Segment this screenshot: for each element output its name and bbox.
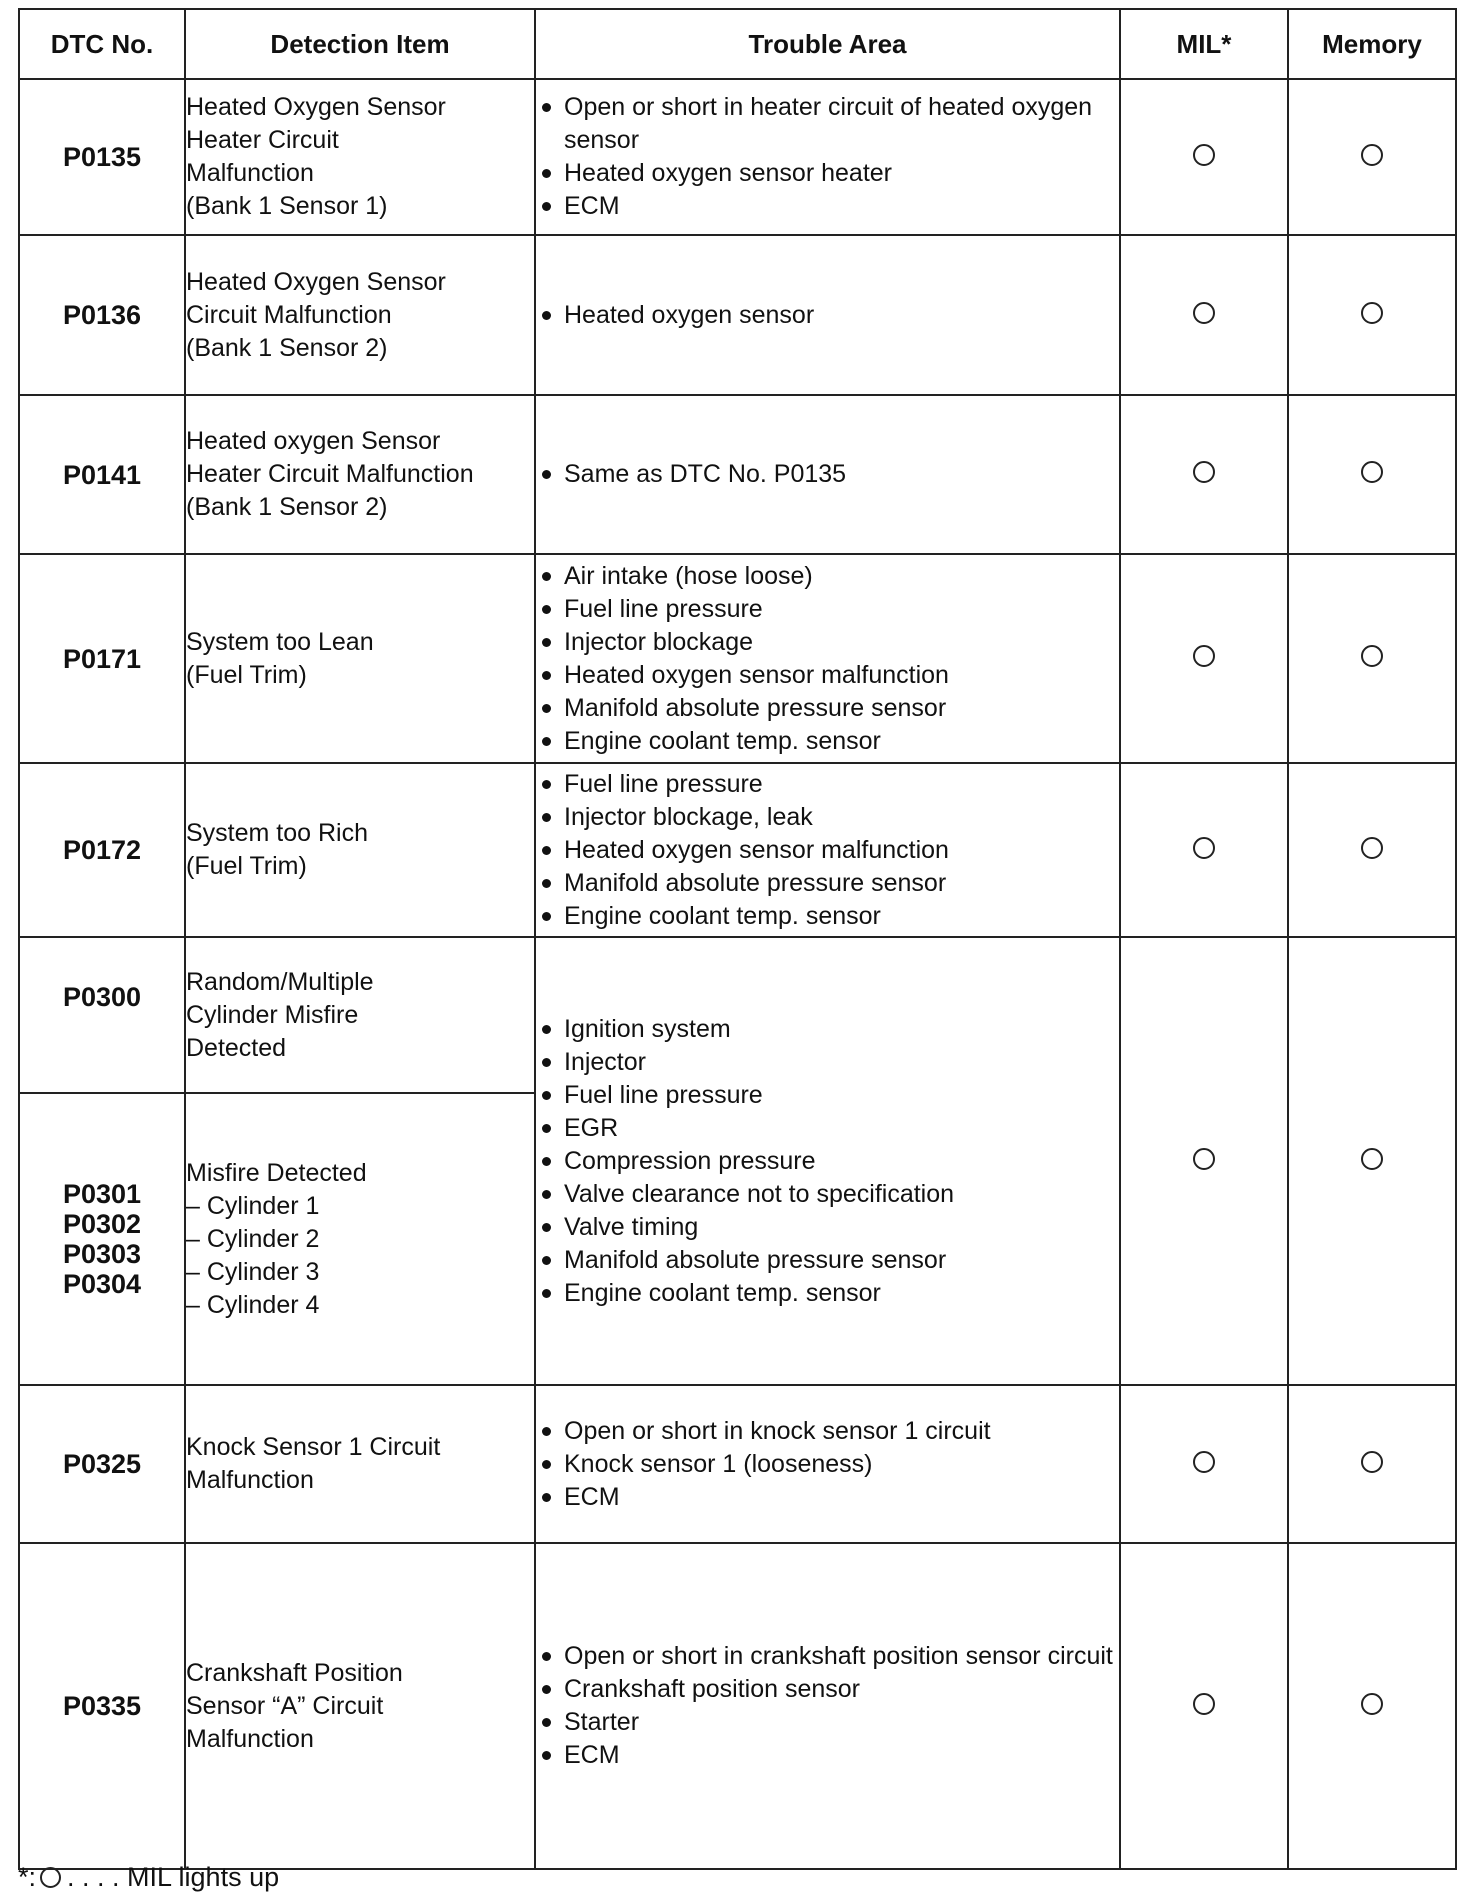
trouble-item: Engine coolant temp. sensor xyxy=(536,725,1119,758)
dtc-code: P0325 xyxy=(19,1385,185,1543)
mil-cell xyxy=(1120,1385,1288,1543)
memory-circle-icon xyxy=(1361,461,1383,483)
trouble-item: ECM xyxy=(536,190,1119,223)
trouble-item: Heated oxygen sensor malfunction xyxy=(536,834,1119,867)
circle-legend-icon xyxy=(40,1867,61,1888)
detection-item xyxy=(185,395,535,554)
detection-line: Malfunction xyxy=(186,1724,314,1753)
memory-circle-icon xyxy=(1361,1693,1383,1715)
detection-line: Heater Circuit Malfunction xyxy=(186,460,474,488)
dtc-code: P0135 xyxy=(19,79,185,235)
trouble-item: Engine coolant temp. sensor xyxy=(536,900,1119,933)
detection-line: Heated oxygen Sensor xyxy=(186,427,441,455)
table-row xyxy=(19,554,1456,763)
detection-line: – Cylinder 3 xyxy=(186,1257,320,1286)
dtc-code: P0301 xyxy=(62,1179,142,1209)
dtc-code: P0136 xyxy=(19,235,185,395)
trouble-area xyxy=(535,763,1120,937)
footnote-text: . . . . MIL lights up xyxy=(67,1862,280,1892)
mil-cell xyxy=(1120,554,1288,763)
trouble-item: Ignition system xyxy=(536,1013,1119,1046)
detection-line: – Cylinder 4 xyxy=(186,1290,320,1319)
memory-cell xyxy=(1288,1543,1456,1869)
header-mil: MIL* xyxy=(1120,9,1288,79)
trouble-item: Heated oxygen sensor malfunction xyxy=(536,659,1119,692)
mil-circle-icon xyxy=(1193,302,1215,324)
memory-cell xyxy=(1288,79,1456,235)
dtc-code: P0172 xyxy=(19,763,185,937)
memory-circle-icon xyxy=(1361,1148,1383,1170)
detection-line: (Bank 1 Sensor 1) xyxy=(186,192,388,220)
trouble-area xyxy=(535,1543,1120,1869)
dtc-code: P0304 xyxy=(62,1269,142,1299)
memory-cell xyxy=(1288,395,1456,554)
trouble-item: Manifold absolute pressure sensor xyxy=(536,867,1119,900)
detection-item xyxy=(185,763,535,937)
table-row xyxy=(19,79,1456,235)
mil-circle-icon xyxy=(1193,461,1215,483)
memory-circle-icon xyxy=(1361,645,1383,667)
mil-cell xyxy=(1120,1543,1288,1869)
mil-cell xyxy=(1120,763,1288,937)
detection-line: Cylinder Misfire xyxy=(186,1000,359,1029)
dtc-code: P0171 xyxy=(19,554,185,763)
trouble-item: Fuel line pressure xyxy=(536,1079,1119,1112)
trouble-item: Fuel line pressure xyxy=(536,768,1119,801)
detection-line: Crankshaft Position xyxy=(186,1658,403,1687)
detection-line: Circuit Malfunction xyxy=(186,300,392,329)
header-memory: Memory xyxy=(1288,9,1456,79)
footnote-prefix: *: xyxy=(18,1862,37,1892)
mil-circle-icon xyxy=(1193,645,1215,667)
trouble-item: Crankshaft position sensor xyxy=(536,1673,1119,1706)
trouble-item: Open or short in heater circuit of heated oxygen sensor xyxy=(536,91,1119,157)
dtc-table xyxy=(18,8,1457,1870)
trouble-item: Injector blockage, leak xyxy=(536,801,1119,834)
trouble-item: Engine coolant temp. sensor xyxy=(536,1277,1119,1310)
table-row xyxy=(19,1385,1456,1543)
trouble-item: Valve timing xyxy=(536,1211,1119,1244)
memory-cell xyxy=(1288,235,1456,395)
trouble-area xyxy=(535,235,1120,395)
detection-item xyxy=(185,554,535,763)
detection-line: – Cylinder 1 xyxy=(186,1191,320,1220)
detection-line: Heater Circuit xyxy=(186,126,339,154)
mil-circle-icon xyxy=(1193,144,1215,166)
header-trouble-area: Trouble Area xyxy=(535,9,1120,79)
header-detection-item: Detection Item xyxy=(185,9,535,79)
dtc-code: P0335 xyxy=(19,1543,185,1869)
mil-cell xyxy=(1120,937,1288,1385)
trouble-item: Open or short in knock sensor 1 circuit xyxy=(536,1415,1119,1448)
table-row xyxy=(19,763,1456,937)
trouble-item: Knock sensor 1 (looseness) xyxy=(536,1448,1119,1481)
trouble-item: Heated oxygen sensor xyxy=(536,299,1119,332)
detection-item xyxy=(185,79,535,235)
detection-line: Heated Oxygen Sensor xyxy=(186,93,446,121)
trouble-item: ECM xyxy=(536,1739,1119,1772)
trouble-area xyxy=(535,937,1120,1385)
detection-line: (Fuel Trim) xyxy=(186,660,307,689)
trouble-item: Fuel line pressure xyxy=(536,593,1119,626)
detection-line: Malfunction xyxy=(186,1466,314,1494)
trouble-item: Manifold absolute pressure sensor xyxy=(536,1244,1119,1277)
header-row xyxy=(19,9,1456,79)
header-dtc-no: DTC No. xyxy=(19,9,185,79)
memory-cell xyxy=(1288,554,1456,763)
dtc-code-group xyxy=(19,1093,185,1385)
table-row xyxy=(19,1543,1456,1869)
detection-line: Misfire Detected xyxy=(186,1158,367,1187)
mil-circle-icon xyxy=(1193,1693,1215,1715)
detection-item xyxy=(185,1543,535,1869)
table-row xyxy=(19,937,1456,1093)
trouble-item: Air intake (hose loose) xyxy=(536,560,1119,593)
memory-cell xyxy=(1288,1385,1456,1543)
mil-circle-icon xyxy=(1193,837,1215,859)
mil-cell xyxy=(1120,235,1288,395)
trouble-item: Starter xyxy=(536,1706,1119,1739)
trouble-item: Compression pressure xyxy=(536,1145,1119,1178)
detection-line: (Fuel Trim) xyxy=(186,852,307,880)
detection-line: System too Lean xyxy=(186,627,374,656)
dtc-code: P0303 xyxy=(62,1239,142,1269)
mil-cell xyxy=(1120,395,1288,554)
memory-cell xyxy=(1288,763,1456,937)
trouble-area xyxy=(535,79,1120,235)
memory-circle-icon xyxy=(1361,302,1383,324)
trouble-area xyxy=(535,395,1120,554)
mil-circle-icon xyxy=(1193,1148,1215,1170)
trouble-item: Manifold absolute pressure sensor xyxy=(536,692,1119,725)
trouble-item: Valve clearance not to specification xyxy=(536,1178,1119,1211)
table-row xyxy=(19,395,1456,554)
detection-item xyxy=(185,235,535,395)
memory-cell xyxy=(1288,937,1456,1385)
trouble-item: ECM xyxy=(536,1481,1119,1514)
trouble-item: Injector blockage xyxy=(536,626,1119,659)
memory-circle-icon xyxy=(1361,1451,1383,1473)
detection-line: (Bank 1 Sensor 2) xyxy=(186,493,388,521)
dtc-code: P0141 xyxy=(19,395,185,554)
trouble-area xyxy=(535,554,1120,763)
detection-line: Detected xyxy=(186,1033,287,1062)
trouble-item: EGR xyxy=(536,1112,1119,1145)
mil-cell xyxy=(1120,79,1288,235)
dtc-code: P0302 xyxy=(62,1209,142,1239)
detection-line: System too Rich xyxy=(186,819,369,847)
detection-line: Sensor “A” Circuit xyxy=(186,1691,384,1720)
detection-line: (Bank 1 Sensor 2) xyxy=(186,333,388,362)
detection-line: Malfunction xyxy=(186,159,314,187)
dtc-code: P0300 xyxy=(19,937,185,1093)
trouble-item: Same as DTC No. P0135 xyxy=(536,458,1119,491)
detection-item xyxy=(185,1093,535,1385)
memory-circle-icon xyxy=(1361,144,1383,166)
trouble-area xyxy=(535,1385,1120,1543)
mil-circle-icon xyxy=(1193,1451,1215,1473)
detection-line: Random/Multiple xyxy=(186,967,374,996)
trouble-item: Injector xyxy=(536,1046,1119,1079)
table-row xyxy=(19,235,1456,395)
footnote xyxy=(18,1862,279,1893)
detection-item xyxy=(185,937,535,1093)
memory-circle-icon xyxy=(1361,837,1383,859)
detection-item xyxy=(185,1385,535,1543)
trouble-item: Heated oxygen sensor heater xyxy=(536,157,1119,190)
detection-line: Knock Sensor 1 Circuit xyxy=(186,1433,441,1461)
detection-line: – Cylinder 2 xyxy=(186,1224,320,1253)
detection-line: Heated Oxygen Sensor xyxy=(186,267,446,296)
trouble-item: Open or short in crankshaft position sensor circuit xyxy=(536,1640,1119,1673)
